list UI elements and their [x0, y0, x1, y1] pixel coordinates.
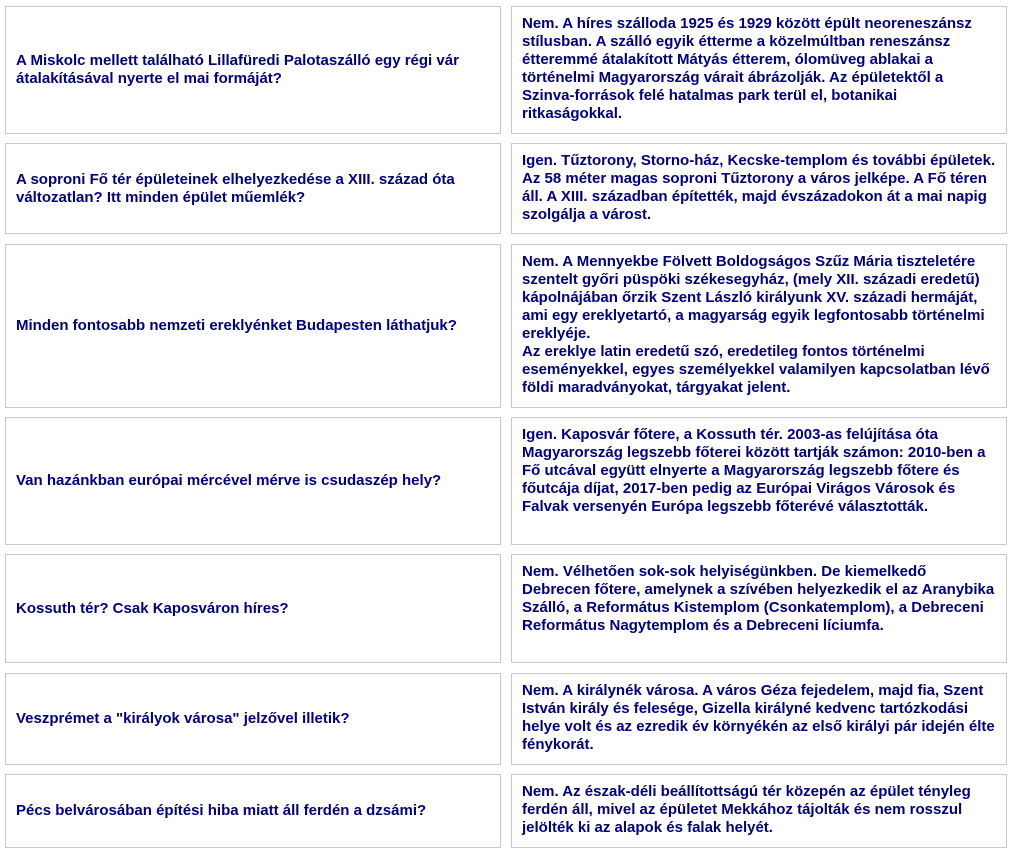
question-text: Veszprémet a "királyok városa" jelzővel illetik? — [16, 710, 350, 727]
answer-extra-text: Az ereklye latin eredetű szó, eredetileg fontos történelmi eseményekkel, egyes személyekkel valamilyen kapcsolatban lévő földi maradványokat, tárgyakat jelent. — [522, 343, 990, 396]
question-cell — [5, 673, 501, 765]
answer-cell — [511, 417, 1007, 545]
answer-cell — [511, 143, 1007, 234]
answer-text: Nem. A királynék városa. A város Géza fejedelem, majd fia, Szent István király és felesége, Gizella királyné kedvenc tartózkodási helye volt és az ezredik év környékén az első királyi pár idején élte fénykorát. — [522, 682, 995, 753]
answer-text: Nem. A híres szálloda 1925 és 1929 között épült neoreneszánsz stílusban. A szálló egyik étterme a közelmúltban reneszánsz étteremmé átalakított Mátyás étterem, ólomüveg ablakai a történelmi Magyarország várait ábrázolják. Az épületektől a Szinva-források felé hatalmas park terül el, botanikai ritkaságokkal. — [522, 15, 972, 122]
answer-cell — [511, 6, 1007, 134]
question-text: Pécs belvárosában építési hiba miatt áll ferdén a dzsámi? — [16, 802, 427, 819]
answer-text: Igen. Tűztorony, Storno-ház, Kecske-templom és további épületek. Az 58 méter magas soproni Tűztorony a város jelképe. A Fő téren áll. A XIII. században építették, majd évszázadokon át a mai napig szolgálja a várost. — [522, 152, 996, 223]
question-text: Minden fontosabb nemzeti ereklyénket Budapesten láthatjuk? — [16, 317, 457, 334]
question-cell — [5, 554, 501, 663]
answer-cell — [511, 774, 1007, 848]
answer-text: Nem. Az észak-déli beállítottságú tér közepén az épület tényleg ferdén áll, mivel az épületet Mekkához tájolták és nem rosszul jelölték ki az alapok és falak helyét. — [522, 783, 971, 836]
question-cell — [5, 244, 501, 408]
question-cell — [5, 417, 501, 545]
answer-cell — [511, 673, 1007, 765]
question-text: A soproni Fő tér épületeinek elhelyezkedése a XIII. század óta változatlan? Itt minden épület műemlék? — [16, 170, 455, 206]
question-cell — [5, 774, 501, 848]
answer-cell — [511, 244, 1007, 408]
question-cell — [5, 6, 501, 134]
answer-text: Nem. Vélhetően sok-sok helyiségünkben. De kiemelkedő Debrecen főtere, amelynek a szívében helyezkedik el az Aranybika Szálló, a Református Kistemplom (Csonkatemplom), a Debreceni Református Nagytemplom és a Debreceni líciumfa. — [522, 563, 995, 634]
answer-text: Nem. A Mennyekbe Fölvett Boldogságos Szűz Mária tiszteletére szentelt győri püspöki székesegyház, (mely XII. századi eredetű) kápolnájában őrzik Szent László királyunk XV. századi hermáját, ami egy ereklyetartó, a magyarság egyik legfontosabb történelmi ereklyéje. — [522, 253, 985, 342]
answer-cell — [511, 554, 1007, 663]
question-text: Kossuth tér? Csak Kaposváron híres? — [16, 599, 289, 617]
question-text: Van hazánkban európai mércével mérve is csudaszép hely? — [16, 472, 442, 489]
question-text: A Miskolc mellett található Lillafüredi Palotaszálló egy régi vár átalakításával nyerte el mai formáját? — [16, 52, 459, 87]
answer-text: Igen. Kaposvár főtere, a Kossuth tér. 2003-as felújítása óta Magyarország legszebb főterei között tartják számon: 2010-ben a Fő utcával együtt elnyerte a Magyarország legszebb főtere és főutcája díjat, 2017-ben pedig az Európai Virágos Városok és Falvak versenyén Európa legszebb főterévé választották. — [522, 426, 986, 515]
question-cell — [5, 143, 501, 234]
